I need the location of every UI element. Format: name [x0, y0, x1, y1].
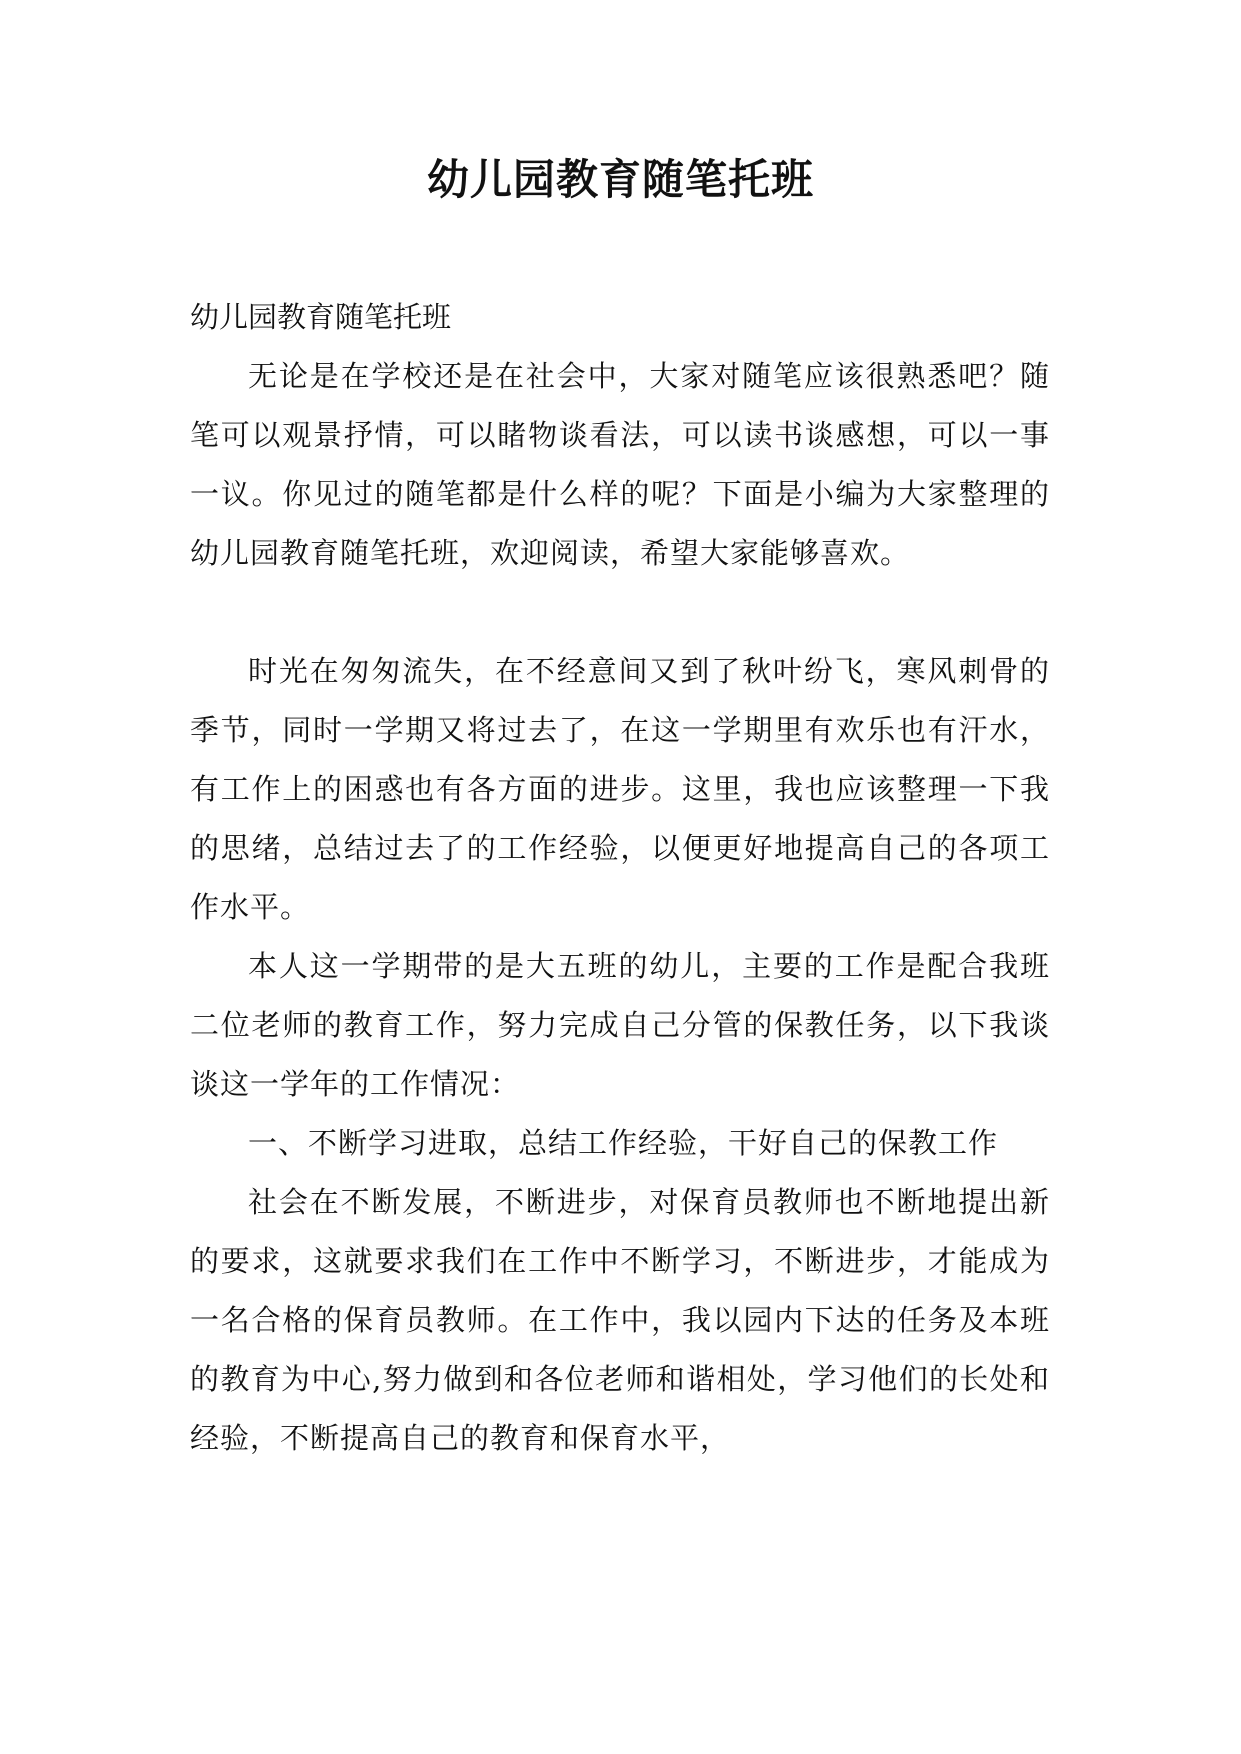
- intro-paragraph: 无论是在学校还是在社会中，大家对随笔应该很熟悉吧？随笔可以观景抒情，可以睹物谈看法，可以读书谈感想，可以一事一议。你见过的随笔都是什么样的呢？下面是小编为大家整理的幼儿园教育随笔托班，欢迎阅读，希望大家能够喜欢。: [190, 359, 1050, 570]
- document-body: [190, 288, 1050, 1468]
- document-title: 幼儿园教育随笔托班: [426, 155, 814, 204]
- document-subtitle: 幼儿园教育随笔托班: [190, 300, 452, 334]
- section-heading: 一、不断学习进取，总结工作经验，干好自己的保教工作: [248, 1126, 999, 1160]
- paragraph-gap: [190, 583, 1050, 642]
- body-paragraph: 本人这一学期带的是大五班的幼儿，主要的工作是配合我班二位老师的教育工作，努力完成自己分管的保教任务，以下我谈谈这一学年的工作情况：: [190, 949, 1050, 1101]
- body-paragraph: 社会在不断发展，不断进步，对保育员教师也不断地提出新的要求，这就要求我们在工作中不断学习，不断进步，才能成为一名合格的保育员教师。在工作中，我以园内下达的任务及本班的教育为中心,努力做到和各位老师和谐相处，学习他们的长处和经验，不断提高自己的教育和保育水平，: [190, 1185, 1050, 1455]
- body-paragraph: 时光在匆匆流失，在不经意间又到了秋叶纷飞，寒风刺骨的季节，同时一学期又将过去了，在这一学期里有欢乐也有汗水，有工作上的困惑也有各方面的进步。这里，我也应该整理一下我的思绪，总结过去了的工作经验，以便更好地提高自己的各项工作水平。: [190, 654, 1050, 924]
